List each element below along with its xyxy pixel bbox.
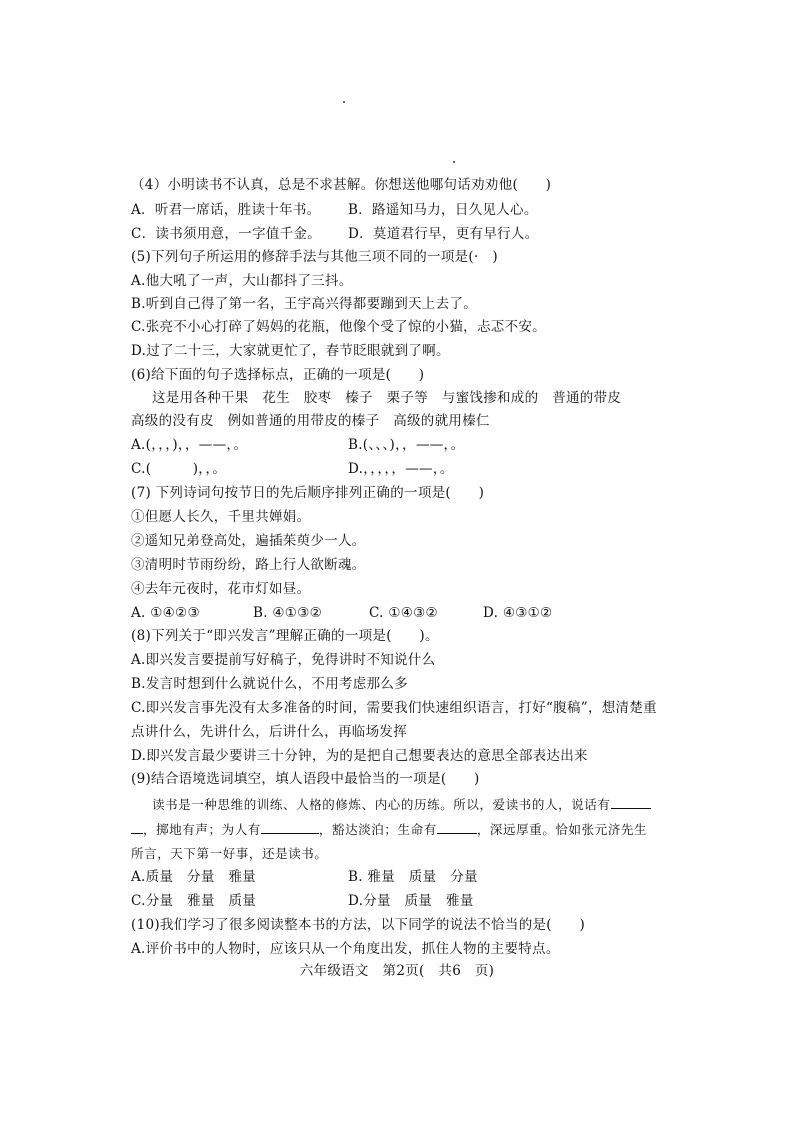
q7-option-a: A. ①④②③ [131,605,200,621]
q4-option-d: D．莫道君行早，更有早行人。 [348,226,539,242]
q7-item-3: ③清明时节雨纷纷，路上行人欲断魂。 [131,557,366,573]
q4-option-a: A．听君一席话，胜读十年书。 [131,202,321,218]
q9-passage-line2 [131,821,647,839]
scan-speck [453,161,455,163]
q6-option-c: C.( )，，。 [131,461,227,477]
q7-item-1: ①但愿人长久，千里共婵娟。 [131,509,311,525]
q6-stem: (6)给下面的句子选择标点，正确的一项是( ) [131,367,425,383]
q10-stem: (10)我们学习了很多阅读整本书的方法，以下同学的说法不恰当的是( ) [131,917,586,933]
q8-option-a: A.即兴发言要提前写好稿子，免得讲时不知说什么 [131,652,436,668]
q9-passage-text: 读书是一种思维的训练、人格的修炼、内心的历练。所以，爱读书的人，说话有 [152,797,611,812]
q7-item-2: ②遥知兄弟登高处，遍插茱萸少一人。 [131,533,366,549]
q8-option-c-line1: C.即兴发言事先没有太多准备的时间，需要我们快速组织语言，打好“腹稿”，想清楚重 [131,700,657,716]
fill-blank [131,821,143,834]
q7-option-c: C. ①④③② [369,605,438,621]
q7-option-b: B. ④①③② [253,605,323,621]
q8-option-b: B.发言时想到什么就说什么，不用考虑那么多 [131,676,409,692]
q7-item-4: ④去年元夜时，花市灯如昼。 [131,581,311,597]
scan-speck [343,101,345,103]
q6-option-d: D.，，，，，——，。 [348,461,454,477]
q9-passage-line3: 所言，天下第一好事，还是读书。 [131,846,328,861]
q7-stem: (7) 下列诗词句按节日的先后顺序排列正确的一项是( ) [131,485,485,501]
q6-option-a: A.(，，，)，，——，。 [131,437,248,453]
fill-blank [611,796,651,809]
q9-option-d: D.分量 质量 雅量 [348,893,474,909]
q9-stem: (9)结合语境选词填空，填人语段中最恰当的一项是( ) [131,771,480,787]
q9-option-a: A.质量 分量 雅量 [131,869,257,885]
q5-option-b: B.听到自己得了第一名，王宇高兴得都要蹦到天上去了。 [131,296,478,312]
q7-option-d: D. ④③①② [483,605,553,621]
q4-stem: （4）小明读书不认真，总是不求甚解。你想送他哪句话劝劝他( ) [131,177,552,193]
q6-sentence-line1: 这是用各种干果 花生 胶枣 榛子 栗子等 与蜜饯掺和成的 普通的带皮 [152,390,622,406]
q8-stem: (8)下列关于“即兴发言”理解正确的一项是( )。 [131,628,439,644]
q5-option-d: D.过了二十三，大家就更忙了，春节眨眼就到了啊。 [131,343,450,359]
q9-option-b: B. 雅量 质量 分量 [348,869,478,885]
q4-option-c: C．读书须用意，一字值千金。 [131,226,322,242]
page-footer: 六年级语文 第2页( 共6 页) [299,963,495,979]
fill-blank [261,821,319,834]
q9-passage-text: ，掷地有声；为人有 [143,822,261,837]
q5-stem: (5)下列句子所运用的修辞手法与其他三项不同的一项是(· ) [131,249,498,265]
q9-passage-text: ，深远厚重。恰如张元济先生 [476,822,648,837]
q9-option-c: C.分量 雅量 质量 [131,893,257,909]
q8-option-c-line2: 点讲什么，先讲什么，后讲什么，再临场发挥 [131,724,407,740]
q8-option-d: D.即兴发言最少要讲三十分钟，为的是把自己想要表达的意思全部表达出来 [131,748,588,764]
q5-option-c: C.张亮不小心打碎了妈妈的花瓶，他像个受了惊的小猫，忐忑不安。 [131,319,546,335]
q5-option-a: A.他大吼了一声，大山都抖了三抖。 [131,273,353,289]
q9-passage-line1 [152,796,651,814]
q6-sentence-line2: 高级的没有皮 例如普通的用带皮的榛子 高级的就用榛仁 [131,413,490,429]
q6-option-b: B.(、、、)，，——，。 [348,437,465,453]
q10-option-a: A.评价书中的人物时，应该只从一个角度出发，抓住人物的主要特点。 [131,941,560,957]
fill-blank [437,821,477,834]
q4-option-b: B．路遥知马力，日久见人心。 [348,202,538,218]
q9-passage-text: ，豁达淡泊；生命有 [318,822,437,837]
